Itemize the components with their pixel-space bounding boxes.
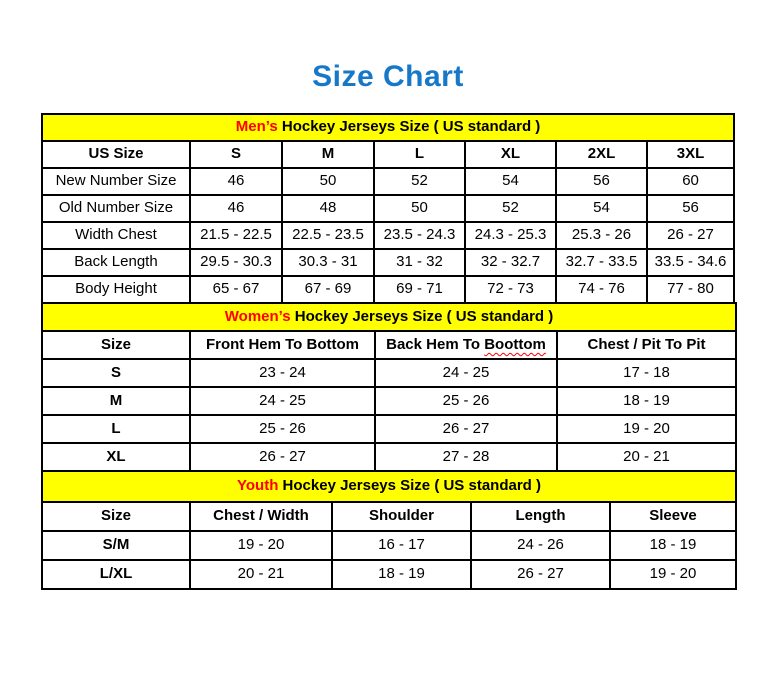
column-header: 3XL [647,141,734,168]
womens-size-table [41,302,737,472]
mens-heading-highlight: Men’s [235,118,278,136]
size-cell: 19 - 20 [610,560,736,589]
womens-header-row [42,331,736,359]
row-label: Old Number Size [42,195,190,222]
size-cell: 25.3 - 26 [556,222,647,249]
size-cell: 52 [374,168,465,195]
size-cell: 69 - 71 [374,276,465,303]
size-cell: 56 [647,195,734,222]
size-cell: 24.3 - 25.3 [465,222,556,249]
mens-heading-rest: Hockey Jerseys Size ( US standard ) [277,118,541,136]
size-cell: 77 - 80 [647,276,734,303]
mens-size-table [41,113,735,304]
row-label: M [42,387,190,415]
womens-section-heading [42,303,736,331]
womens-heading-rest: Hockey Jerseys Size ( US standard ) [290,307,554,325]
size-cell: 27 - 28 [375,443,557,471]
size-cell: 31 - 32 [374,249,465,276]
size-cell: 67 - 69 [282,276,374,303]
youth-heading-rest: Hockey Jerseys Size ( US standard ) [278,477,541,495]
youth-section-heading-row [42,471,736,502]
row-label: New Number Size [42,168,190,195]
column-header: Size [42,331,190,359]
column-header: 2XL [556,141,647,168]
table-row [42,560,736,589]
size-cell: 26 - 27 [471,560,610,589]
size-cell: 19 - 20 [190,531,332,560]
youth-size-table [41,470,737,590]
size-cell: 46 [190,168,282,195]
table-row [42,168,734,195]
size-cell: 33.5 - 34.6 [647,249,734,276]
column-header: S [190,141,282,168]
youth-header-row [42,502,736,531]
page-title: Size Chart [312,60,464,93]
mens-header-row [42,141,734,168]
size-cell: 29.5 - 30.3 [190,249,282,276]
size-cell: 23.5 - 24.3 [374,222,465,249]
size-cell: 74 - 76 [556,276,647,303]
table-row [42,222,734,249]
column-header: Chest / Pit To Pit [557,331,736,359]
size-cell: 18 - 19 [610,531,736,560]
table-row [42,195,734,222]
row-label: XL [42,443,190,471]
column-header: M [282,141,374,168]
table-row [42,276,734,303]
size-cell: 26 - 27 [647,222,734,249]
size-cell: 18 - 19 [557,387,736,415]
column-header: Back Hem To Boottom [375,331,557,359]
size-cell: 65 - 67 [190,276,282,303]
row-label: L [42,415,190,443]
row-label: S/M [42,531,190,560]
row-label: Width Chest [42,222,190,249]
column-header: Front Hem To Bottom [190,331,375,359]
row-label: Body Height [42,276,190,303]
size-cell: 30.3 - 31 [282,249,374,276]
row-label: Back Length [42,249,190,276]
table-row [42,415,736,443]
size-cell: 52 [465,195,556,222]
column-header: Size [42,502,190,531]
size-cell: 50 [374,195,465,222]
size-cell: 16 - 17 [332,531,471,560]
misspelled-word: Boottom [484,335,546,353]
row-label: S [42,359,190,387]
table-row [42,387,736,415]
column-header: Length [471,502,610,531]
size-cell: 24 - 25 [375,359,557,387]
size-cell: 54 [556,195,647,222]
column-header: Chest / Width [190,502,332,531]
size-cell: 25 - 26 [190,415,375,443]
table-row [42,443,736,471]
youth-heading-highlight: Youth [237,477,279,495]
column-header: Shoulder [332,502,471,531]
mens-section-heading [42,114,734,141]
size-cell: 21.5 - 22.5 [190,222,282,249]
youth-section-heading [42,471,736,502]
size-cell: 19 - 20 [557,415,736,443]
row-label: L/XL [42,560,190,589]
size-cell: 20 - 21 [190,560,332,589]
womens-heading-highlight: Women’s [224,307,291,325]
size-cell: 50 [282,168,374,195]
size-cell: 22.5 - 23.5 [282,222,374,249]
size-cell: 24 - 25 [190,387,375,415]
size-cell: 56 [556,168,647,195]
size-cell: 32.7 - 33.5 [556,249,647,276]
mens-section-heading-row [42,114,734,141]
size-cell: 23 - 24 [190,359,375,387]
womens-section-heading-row [42,303,736,331]
column-header: L [374,141,465,168]
column-header: XL [465,141,556,168]
table-row [42,249,734,276]
size-cell: 46 [190,195,282,222]
column-header: US Size [42,141,190,168]
size-chart-tables [41,113,735,590]
size-cell: 24 - 26 [471,531,610,560]
size-cell: 54 [465,168,556,195]
size-cell: 17 - 18 [557,359,736,387]
column-header: Sleeve [610,502,736,531]
size-cell: 60 [647,168,734,195]
table-row [42,531,736,560]
size-cell: 72 - 73 [465,276,556,303]
table-row [42,359,736,387]
size-cell: 25 - 26 [375,387,557,415]
size-cell: 20 - 21 [557,443,736,471]
size-cell: 26 - 27 [190,443,375,471]
size-cell: 26 - 27 [375,415,557,443]
size-cell: 48 [282,195,374,222]
size-cell: 18 - 19 [332,560,471,589]
size-cell: 32 - 32.7 [465,249,556,276]
